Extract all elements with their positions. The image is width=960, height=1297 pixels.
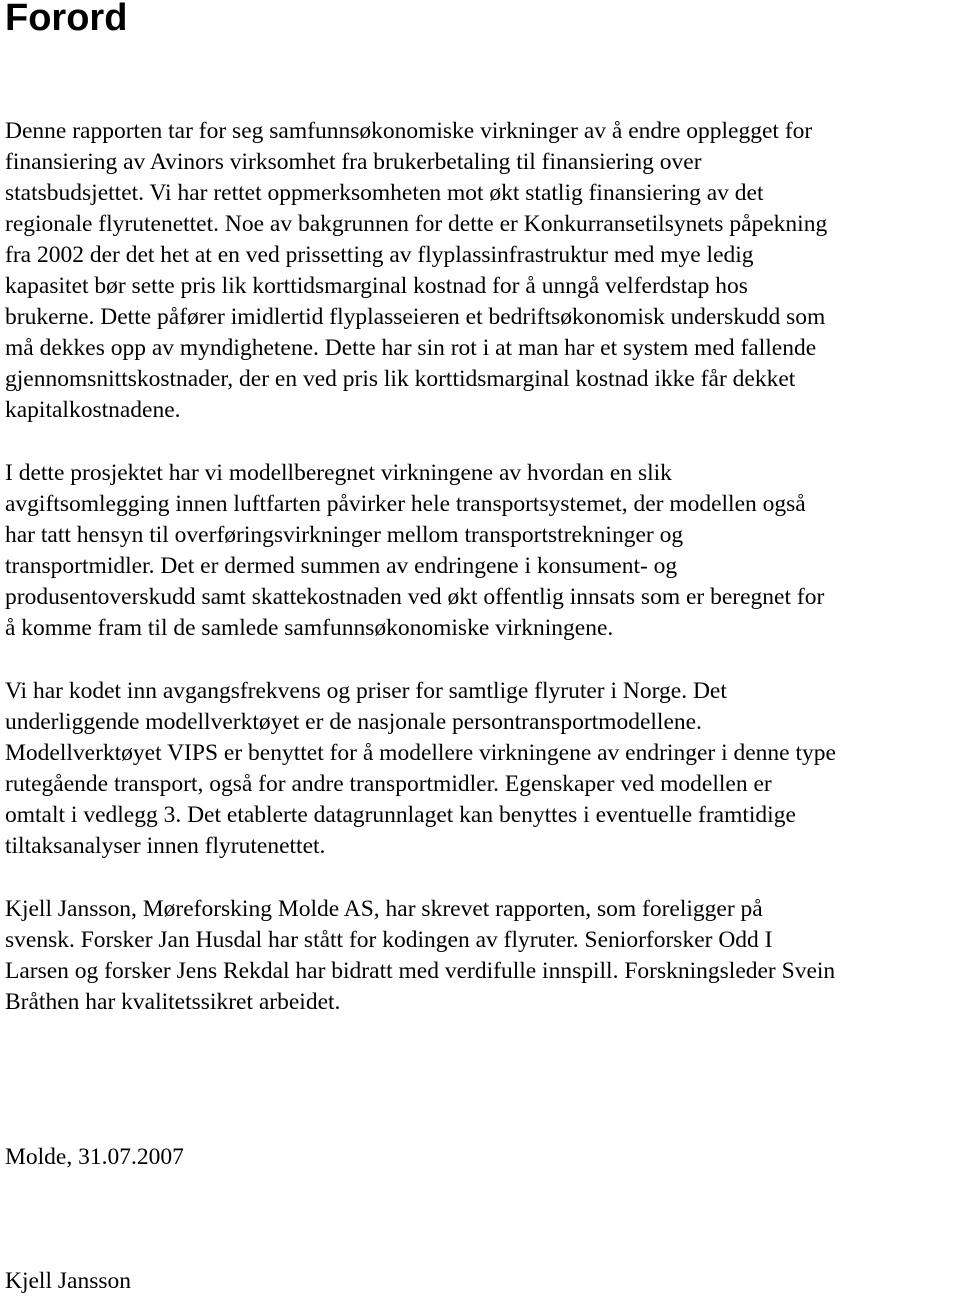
paragraph-model: Vi har kodet inn avgangsfrekvens og priser for samtlige flyruter i Norge. Det underliggende modellverktøyet er de nasjonale persontransportmodellene. Modellverktøyet VIPS er benyttet for å modellere virkningene av endringer i denne type rutegående transport, også for andre transportmidler. Egenskaper ved modellen er omtalt i vedlegg 3. Det etablerte datagrunnlaget kan benyttes i eventuelle framtidige tiltaksanalyser innen flyrutenettet.: [5, 678, 836, 859]
page-title: Forord: [5, 0, 128, 39]
paragraph-credits: Kjell Jansson, Møreforsking Molde AS, har skrevet rapporten, som foreligger på svensk. Forsker Jan Husdal har stått for kodingen av flyruter. Seniorforsker Odd I Larsen og forsker Jens Rekdal har bidratt med verdifulle innspill. Forskningsleder Svein Bråthen har kvalitetssikret arbeidet.: [5, 896, 836, 1015]
paragraph-project: I dette prosjektet har vi modellberegnet virkningene av hvordan en slik avgiftsomlegging innen luftfarten påvirker hele transportsystemet, der modellen også har tatt hensyn til overføringsvirkninger mellom transportstrekninger og transportmidler. Det er dermed summen av endringene i konsument- og produsentoverskudd samt skattekostnaden ved økt offentlig innsats som er beregnet for å komme fram til de samlede samfunnsøkonomiske virkningene.: [5, 460, 825, 641]
paragraph-intro: Denne rapporten tar for seg samfunnsøkonomiske virkninger av å endre opplegget for finansiering av Avinors virksomhet fra brukerbetaling til finansiering over statsbudsjettet. Vi har rettet oppmerksomheten mot økt statlig finansiering av det regionale flyrutenettet. Noe av bakgrunnen for dette er Konkurransetilsynets påpekning fra 2002 der det het at en ved prissetting av flyplassinfrastruktur med mye ledig kapasitet bør sette pris lik korttidsmarginal kostnad for å unngå velferdstap hos brukerne. Dette påfører imidlertid flyplasseieren et bedriftsøkonomisk underskudd som må dekkes opp av myndighetene. Dette har sin rot i at man har et system med fallende gjennomsnittskostnader, der en ved pris lik korttidsmarginal kostnad ikke får dekket kapitalkostnadene.: [5, 118, 828, 423]
author-signature: Kjell Jansson: [5, 1268, 131, 1294]
place-and-date: Molde, 31.07.2007: [5, 1144, 184, 1170]
